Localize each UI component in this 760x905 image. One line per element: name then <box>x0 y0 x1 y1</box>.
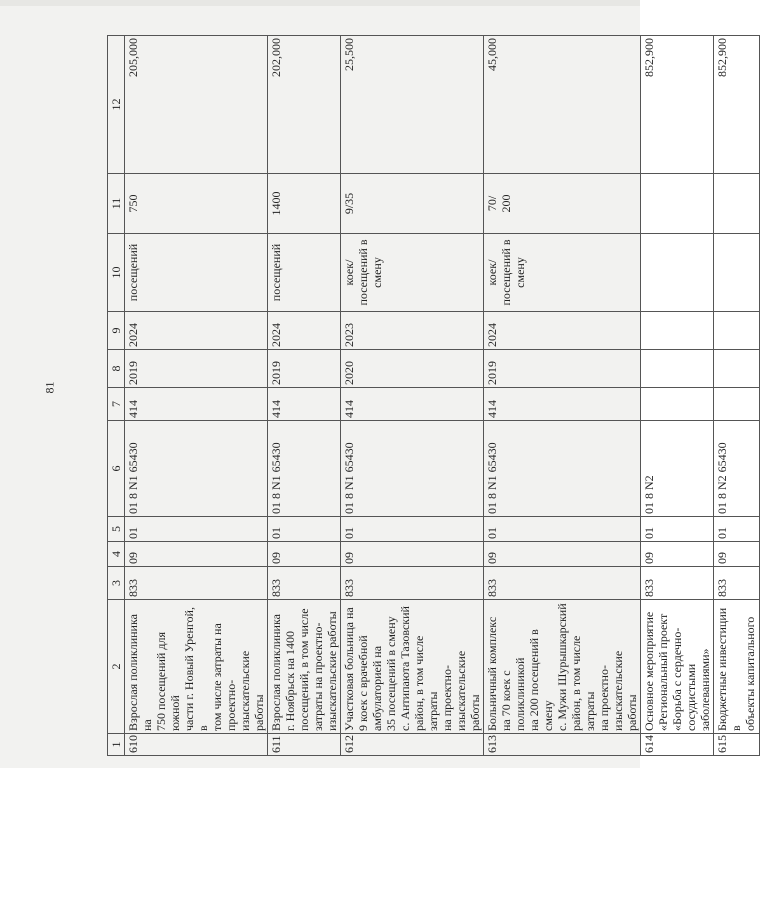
cell-target-article: 01 8 N1 65430 <box>484 421 641 517</box>
cell-amount: 852,900 <box>641 36 714 174</box>
cell-start-year: 2019 <box>125 350 268 388</box>
row-name: Взрослая поликлиника г. Ноябрьск на 1400 посещений, в том числе затраты на проектно- изыскательские работы <box>268 600 341 734</box>
cell-ministry: 833 <box>714 567 760 600</box>
cell-end-year: 2024 <box>268 312 341 350</box>
page-edge-shadow <box>0 0 640 6</box>
cell-section: 09 <box>341 542 484 567</box>
row-name: Больничный комплекс на 70 коек с поликлиникой на 200 посещений в смену с. Мужи Шурышкарский район, в том числе затраты на проектно-изыскательские работы <box>484 600 641 734</box>
row-number: 612 <box>341 734 484 756</box>
page-number: 81 <box>42 381 57 394</box>
row-name: Участковая больница на 9 коек с врачебной амбулаторией на 35 посещений в смену с. Антипаюта Тазовский район, в том числе затраты на проектно-изыскательские работы <box>341 600 484 734</box>
header-row <box>108 36 125 756</box>
header-cell: 2 <box>108 600 125 734</box>
cell-amount: 45,000 <box>484 36 641 174</box>
budget-table <box>107 35 760 756</box>
cell-ministry: 833 <box>268 567 341 600</box>
row-number: 615 <box>714 734 760 756</box>
cell-target-article: 01 8 N1 65430 <box>125 421 268 517</box>
cell-section: 09 <box>641 542 714 567</box>
cell-capacity: 750 <box>125 174 268 234</box>
cell-capacity <box>641 174 714 234</box>
cell-end-year: 2024 <box>484 312 641 350</box>
cell-amount: 202,000 <box>268 36 341 174</box>
row-number: 613 <box>484 734 641 756</box>
header-cell: 1 <box>108 734 125 756</box>
cell-section: 09 <box>125 542 268 567</box>
cell-start-year: 2020 <box>341 350 484 388</box>
cell-target-article: 01 8 N1 65430 <box>268 421 341 517</box>
cell-end-year <box>641 312 714 350</box>
cell-section: 09 <box>714 542 760 567</box>
blank-margin <box>0 768 640 905</box>
cell-subsection: 01 <box>268 517 341 542</box>
table-row <box>268 36 341 756</box>
cell-start-year <box>641 350 714 388</box>
header-cell: 9 <box>108 312 125 350</box>
cell-ministry: 833 <box>125 567 268 600</box>
cell-unit: посещений <box>268 234 341 312</box>
cell-unit: коек/ посещений в смену <box>484 234 641 312</box>
cell-capacity: 70/ 200 <box>484 174 641 234</box>
cell-subsection: 01 <box>641 517 714 542</box>
cell-section: 09 <box>268 542 341 567</box>
header-cell: 4 <box>108 542 125 567</box>
cell-end-year: 2024 <box>125 312 268 350</box>
cell-ministry: 833 <box>641 567 714 600</box>
cell-subsection: 01 <box>484 517 641 542</box>
header-cell: 6 <box>108 421 125 517</box>
cell-start-year: 2019 <box>484 350 641 388</box>
row-name: Основное мероприятие «Региональный проект «Борьба с сердечно- сосудистыми заболеваниями» <box>641 600 714 734</box>
cell-subsection: 01 <box>125 517 268 542</box>
header-cell: 3 <box>108 567 125 600</box>
cell-section: 09 <box>484 542 641 567</box>
cell-end-year <box>714 312 760 350</box>
header-cell: 7 <box>108 388 125 421</box>
cell-target-article: 01 8 N2 65430 <box>714 421 760 517</box>
table-row <box>641 36 714 756</box>
cell-amount: 852,900 <box>714 36 760 174</box>
cell-capacity <box>714 174 760 234</box>
cell-expense-type: 414 <box>484 388 641 421</box>
cell-capacity: 9/35 <box>341 174 484 234</box>
header-cell: 5 <box>108 517 125 542</box>
row-number: 614 <box>641 734 714 756</box>
cell-expense-type <box>714 388 760 421</box>
cell-ministry: 833 <box>341 567 484 600</box>
cell-target-article: 01 8 N2 <box>641 421 714 517</box>
header-cell: 11 <box>108 174 125 234</box>
row-name: Взрослая поликлиника на 750 посещений для южной части г. Новый Уренгой, в том числе затраты на проектно-изыскательские работы <box>125 600 268 734</box>
cell-start-year: 2019 <box>268 350 341 388</box>
cell-expense-type: 414 <box>341 388 484 421</box>
header-cell: 12 <box>108 36 125 174</box>
table-row <box>714 36 760 756</box>
cell-expense-type: 414 <box>125 388 268 421</box>
row-number: 610 <box>125 734 268 756</box>
table-row <box>484 36 641 756</box>
cell-target-article: 01 8 N1 65430 <box>341 421 484 517</box>
rotated-table-wrapper <box>107 36 757 756</box>
cell-expense-type: 414 <box>268 388 341 421</box>
cell-end-year: 2023 <box>341 312 484 350</box>
cell-unit <box>714 234 760 312</box>
cell-amount: 205,000 <box>125 36 268 174</box>
cell-unit: коек/ посещений в смену <box>341 234 484 312</box>
cell-capacity: 1400 <box>268 174 341 234</box>
row-name: Бюджетные инвестиции в объекты капитального <box>714 600 760 734</box>
cell-unit <box>641 234 714 312</box>
header-cell: 10 <box>108 234 125 312</box>
cell-subsection: 01 <box>341 517 484 542</box>
row-number: 611 <box>268 734 341 756</box>
cell-start-year <box>714 350 760 388</box>
cell-subsection: 01 <box>714 517 760 542</box>
header-cell: 8 <box>108 350 125 388</box>
cell-unit: посещений <box>125 234 268 312</box>
cell-ministry: 833 <box>484 567 641 600</box>
table-row <box>341 36 484 756</box>
cell-amount: 25,500 <box>341 36 484 174</box>
table-row <box>125 36 268 756</box>
cell-expense-type <box>641 388 714 421</box>
